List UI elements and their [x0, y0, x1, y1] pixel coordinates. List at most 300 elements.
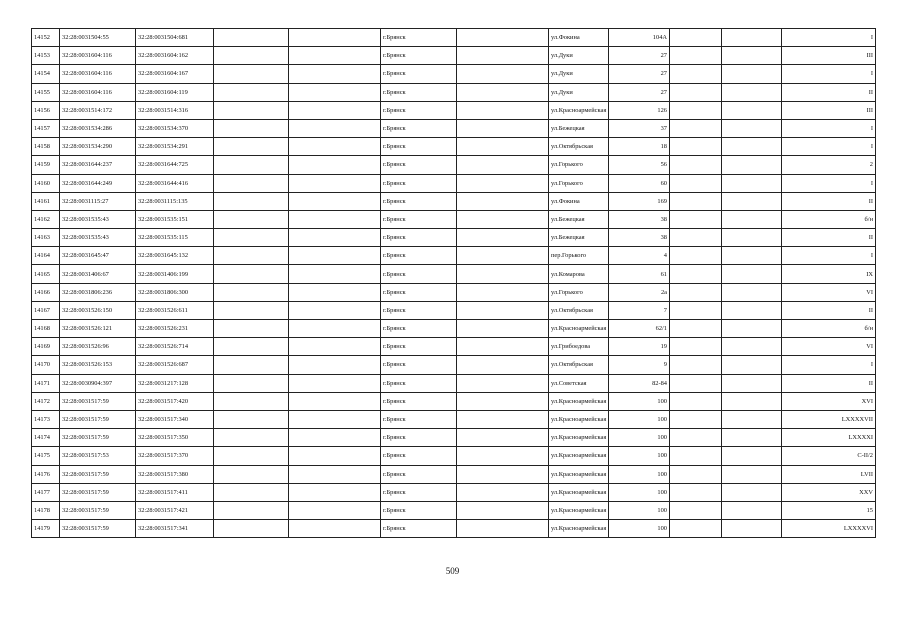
- cadastral-number-cell: 32:28:0031517:59: [60, 465, 136, 483]
- object-cadastral-number-cell: 32:28:0031644:725: [136, 156, 214, 174]
- street-cell: ул.Горького: [549, 283, 609, 301]
- premises-number-cell: I: [782, 65, 876, 83]
- record-number-cell: 14155: [32, 83, 60, 101]
- house-number-cell: 4: [609, 247, 670, 265]
- city-cell: г.Брянск: [381, 320, 457, 338]
- city-cell: г.Брянск: [381, 65, 457, 83]
- object-cadastral-number-cell: 32:28:0031517:420: [136, 392, 214, 410]
- cadastral-number-cell: 32:28:0031517:59: [60, 483, 136, 501]
- table-row: [32, 192, 876, 210]
- street-cell: ул.Дуки: [549, 83, 609, 101]
- empty-cell: [214, 265, 289, 283]
- empty-cell: [457, 210, 549, 228]
- empty-cell: [722, 465, 782, 483]
- cadastral-number-cell: 32:28:0031517:59: [60, 501, 136, 519]
- empty-cell: [289, 47, 381, 65]
- empty-cell: [722, 392, 782, 410]
- empty-cell: [457, 301, 549, 319]
- premises-number-cell: LXXXXVII: [782, 410, 876, 428]
- table-row: [32, 138, 876, 156]
- empty-cell: [214, 247, 289, 265]
- empty-cell: [722, 520, 782, 538]
- house-number-cell: 61: [609, 265, 670, 283]
- street-cell: ул.Бежецкая: [549, 229, 609, 247]
- street-cell: ул.Октябрьская: [549, 356, 609, 374]
- house-number-cell: 27: [609, 47, 670, 65]
- empty-cell: [722, 483, 782, 501]
- premises-number-cell: XVI: [782, 392, 876, 410]
- object-cadastral-number-cell: 32:28:0031517:341: [136, 520, 214, 538]
- empty-cell: [214, 483, 289, 501]
- page-number: 509: [445, 566, 460, 576]
- street-cell: ул.Горького: [549, 156, 609, 174]
- object-cadastral-number-cell: 32:28:0031526:714: [136, 338, 214, 356]
- object-cadastral-number-cell: 32:28:0031514:316: [136, 101, 214, 119]
- table-row: [32, 156, 876, 174]
- empty-cell: [670, 210, 722, 228]
- object-cadastral-number-cell: 32:28:0031645:132: [136, 247, 214, 265]
- empty-cell: [722, 119, 782, 137]
- house-number-cell: 104А: [609, 29, 670, 47]
- table-row: [32, 374, 876, 392]
- empty-cell: [214, 520, 289, 538]
- city-cell: г.Брянск: [381, 465, 457, 483]
- table-row: [32, 119, 876, 137]
- empty-cell: [289, 174, 381, 192]
- empty-cell: [670, 356, 722, 374]
- record-number-cell: 14176: [32, 465, 60, 483]
- house-number-cell: 9: [609, 356, 670, 374]
- empty-cell: [214, 229, 289, 247]
- empty-cell: [289, 65, 381, 83]
- empty-cell: [722, 65, 782, 83]
- empty-cell: [214, 47, 289, 65]
- empty-cell: [214, 283, 289, 301]
- empty-cell: [289, 356, 381, 374]
- empty-cell: [670, 338, 722, 356]
- empty-cell: [214, 301, 289, 319]
- empty-cell: [670, 83, 722, 101]
- premises-number-cell: б/н: [782, 210, 876, 228]
- house-number-cell: 18: [609, 138, 670, 156]
- city-cell: г.Брянск: [381, 356, 457, 374]
- table-row: [32, 101, 876, 119]
- register-table: [31, 28, 876, 538]
- street-cell: ул.Красноармейская: [549, 392, 609, 410]
- empty-cell: [457, 29, 549, 47]
- street-cell: пер.Горького: [549, 247, 609, 265]
- object-cadastral-number-cell: 32:28:0031604:167: [136, 65, 214, 83]
- premises-number-cell: III: [782, 47, 876, 65]
- empty-cell: [289, 83, 381, 101]
- empty-cell: [670, 483, 722, 501]
- record-number-cell: 14156: [32, 101, 60, 119]
- empty-cell: [289, 229, 381, 247]
- empty-cell: [722, 29, 782, 47]
- street-cell: ул.Советская: [549, 374, 609, 392]
- cadastral-number-cell: 32:28:0031604:116: [60, 83, 136, 101]
- house-number-cell: 100: [609, 501, 670, 519]
- object-cadastral-number-cell: 32:28:0031517:380: [136, 465, 214, 483]
- object-cadastral-number-cell: 32:28:0031534:291: [136, 138, 214, 156]
- empty-cell: [722, 174, 782, 192]
- record-number-cell: 14179: [32, 520, 60, 538]
- street-cell: ул.Красноармейская: [549, 320, 609, 338]
- empty-cell: [457, 138, 549, 156]
- empty-cell: [214, 410, 289, 428]
- premises-number-cell: VI: [782, 283, 876, 301]
- object-cadastral-number-cell: 32:28:0031526:611: [136, 301, 214, 319]
- premises-number-cell: II: [782, 301, 876, 319]
- record-number-cell: 14169: [32, 338, 60, 356]
- empty-cell: [722, 210, 782, 228]
- cadastral-number-cell: 32:28:0031645:47: [60, 247, 136, 265]
- street-cell: ул.Октябрьская: [549, 301, 609, 319]
- empty-cell: [457, 447, 549, 465]
- street-cell: ул.Красноармейская: [549, 447, 609, 465]
- empty-cell: [289, 192, 381, 210]
- empty-cell: [722, 429, 782, 447]
- house-number-cell: 126: [609, 101, 670, 119]
- house-number-cell: 82-84: [609, 374, 670, 392]
- empty-cell: [670, 47, 722, 65]
- empty-cell: [670, 465, 722, 483]
- object-cadastral-number-cell: 32:28:0031535:151: [136, 210, 214, 228]
- cadastral-number-cell: 32:28:0031514:172: [60, 101, 136, 119]
- cadastral-number-cell: 32:28:0031504:55: [60, 29, 136, 47]
- city-cell: г.Брянск: [381, 29, 457, 47]
- record-number-cell: 14175: [32, 447, 60, 465]
- empty-cell: [214, 174, 289, 192]
- city-cell: г.Брянск: [381, 520, 457, 538]
- empty-cell: [289, 156, 381, 174]
- empty-cell: [722, 138, 782, 156]
- object-cadastral-number-cell: 32:28:0031517:350: [136, 429, 214, 447]
- city-cell: г.Брянск: [381, 119, 457, 137]
- object-cadastral-number-cell: 32:28:0031526:231: [136, 320, 214, 338]
- cadastral-number-cell: 32:28:0031644:249: [60, 174, 136, 192]
- empty-cell: [722, 301, 782, 319]
- city-cell: г.Брянск: [381, 156, 457, 174]
- table-row: [32, 283, 876, 301]
- empty-cell: [289, 29, 381, 47]
- object-cadastral-number-cell: 32:28:0031604:162: [136, 47, 214, 65]
- table-row: [32, 356, 876, 374]
- premises-number-cell: II: [782, 374, 876, 392]
- empty-cell: [214, 29, 289, 47]
- record-number-cell: 14165: [32, 265, 60, 283]
- house-number-cell: 100: [609, 520, 670, 538]
- city-cell: г.Брянск: [381, 174, 457, 192]
- empty-cell: [214, 320, 289, 338]
- empty-cell: [722, 320, 782, 338]
- table-row: [32, 83, 876, 101]
- city-cell: г.Брянск: [381, 501, 457, 519]
- street-cell: ул.Красноармейская: [549, 429, 609, 447]
- empty-cell: [289, 265, 381, 283]
- empty-cell: [457, 320, 549, 338]
- empty-cell: [214, 429, 289, 447]
- table-row: [32, 320, 876, 338]
- empty-cell: [457, 247, 549, 265]
- empty-cell: [457, 483, 549, 501]
- house-number-cell: 19: [609, 338, 670, 356]
- empty-cell: [670, 501, 722, 519]
- premises-number-cell: III: [782, 101, 876, 119]
- empty-cell: [289, 138, 381, 156]
- empty-cell: [722, 247, 782, 265]
- empty-cell: [670, 119, 722, 137]
- empty-cell: [289, 520, 381, 538]
- object-cadastral-number-cell: 32:28:0031534:370: [136, 119, 214, 137]
- premises-number-cell: LXXXXI: [782, 429, 876, 447]
- empty-cell: [214, 447, 289, 465]
- empty-cell: [214, 465, 289, 483]
- premises-number-cell: I: [782, 356, 876, 374]
- house-number-cell: 7: [609, 301, 670, 319]
- empty-cell: [214, 119, 289, 137]
- register-table-body: [32, 29, 876, 538]
- empty-cell: [722, 156, 782, 174]
- record-number-cell: 14167: [32, 301, 60, 319]
- empty-cell: [670, 192, 722, 210]
- empty-cell: [457, 338, 549, 356]
- house-number-cell: 56: [609, 156, 670, 174]
- house-number-cell: 60: [609, 174, 670, 192]
- premises-number-cell: 15: [782, 501, 876, 519]
- premises-number-cell: II: [782, 83, 876, 101]
- cadastral-number-cell: 32:28:0031535:43: [60, 210, 136, 228]
- empty-cell: [214, 338, 289, 356]
- empty-cell: [289, 465, 381, 483]
- record-number-cell: 14158: [32, 138, 60, 156]
- empty-cell: [289, 410, 381, 428]
- empty-cell: [457, 83, 549, 101]
- premises-number-cell: I: [782, 29, 876, 47]
- house-number-cell: 2а: [609, 283, 670, 301]
- object-cadastral-number-cell: 32:28:0031604:119: [136, 83, 214, 101]
- street-cell: ул.Фокина: [549, 192, 609, 210]
- empty-cell: [457, 192, 549, 210]
- house-number-cell: 169: [609, 192, 670, 210]
- empty-cell: [457, 229, 549, 247]
- house-number-cell: 100: [609, 410, 670, 428]
- empty-cell: [670, 429, 722, 447]
- empty-cell: [722, 410, 782, 428]
- empty-cell: [670, 247, 722, 265]
- empty-cell: [457, 374, 549, 392]
- empty-cell: [722, 356, 782, 374]
- object-cadastral-number-cell: 32:28:0031504:681: [136, 29, 214, 47]
- record-number-cell: 14171: [32, 374, 60, 392]
- empty-cell: [457, 265, 549, 283]
- street-cell: ул.Красноармейская: [549, 101, 609, 119]
- cadastral-number-cell: 32:28:0031806:236: [60, 283, 136, 301]
- empty-cell: [670, 156, 722, 174]
- object-cadastral-number-cell: 32:28:0031517:421: [136, 501, 214, 519]
- cadastral-number-cell: 32:28:0031604:116: [60, 47, 136, 65]
- table-row: [32, 174, 876, 192]
- table-row: [32, 410, 876, 428]
- empty-cell: [289, 101, 381, 119]
- empty-cell: [670, 65, 722, 83]
- object-cadastral-number-cell: 32:28:0031517:411: [136, 483, 214, 501]
- record-number-cell: 14166: [32, 283, 60, 301]
- empty-cell: [457, 156, 549, 174]
- object-cadastral-number-cell: 32:28:0031526:687: [136, 356, 214, 374]
- empty-cell: [722, 47, 782, 65]
- street-cell: ул.Октябрьская: [549, 138, 609, 156]
- record-number-cell: 14162: [32, 210, 60, 228]
- empty-cell: [457, 429, 549, 447]
- record-number-cell: 14157: [32, 119, 60, 137]
- empty-cell: [670, 229, 722, 247]
- empty-cell: [289, 429, 381, 447]
- street-cell: ул.Бежецкая: [549, 119, 609, 137]
- cadastral-number-cell: 32:28:0031644:237: [60, 156, 136, 174]
- house-number-cell: 100: [609, 465, 670, 483]
- object-cadastral-number-cell: 32:28:0031406:199: [136, 265, 214, 283]
- premises-number-cell: II: [782, 229, 876, 247]
- city-cell: г.Брянск: [381, 210, 457, 228]
- premises-number-cell: VI: [782, 338, 876, 356]
- city-cell: г.Брянск: [381, 283, 457, 301]
- cadastral-number-cell: 32:28:0031517:59: [60, 392, 136, 410]
- object-cadastral-number-cell: 32:28:0031517:370: [136, 447, 214, 465]
- object-cadastral-number-cell: 32:28:0031517:340: [136, 410, 214, 428]
- premises-number-cell: б/н: [782, 320, 876, 338]
- record-number-cell: 14177: [32, 483, 60, 501]
- empty-cell: [214, 156, 289, 174]
- empty-cell: [670, 174, 722, 192]
- empty-cell: [670, 29, 722, 47]
- city-cell: г.Брянск: [381, 483, 457, 501]
- object-cadastral-number-cell: 32:28:0031806:300: [136, 283, 214, 301]
- empty-cell: [214, 101, 289, 119]
- table-row: [32, 338, 876, 356]
- premises-number-cell: I: [782, 174, 876, 192]
- record-number-cell: 14172: [32, 392, 60, 410]
- cadastral-number-cell: 32:28:0031517:59: [60, 429, 136, 447]
- street-cell: ул.Красноармейская: [549, 465, 609, 483]
- empty-cell: [457, 47, 549, 65]
- empty-cell: [289, 483, 381, 501]
- empty-cell: [214, 501, 289, 519]
- city-cell: г.Брянск: [381, 374, 457, 392]
- premises-number-cell: XXV: [782, 483, 876, 501]
- city-cell: г.Брянск: [381, 392, 457, 410]
- house-number-cell: 27: [609, 65, 670, 83]
- street-cell: ул.Красноармейская: [549, 483, 609, 501]
- city-cell: г.Брянск: [381, 338, 457, 356]
- cadastral-number-cell: 32:28:0031535:43: [60, 229, 136, 247]
- table-row: [32, 247, 876, 265]
- object-cadastral-number-cell: 32:28:0031217:128: [136, 374, 214, 392]
- street-cell: ул.Горького: [549, 174, 609, 192]
- empty-cell: [457, 119, 549, 137]
- empty-cell: [289, 283, 381, 301]
- cadastral-number-cell: 32:28:0031406:67: [60, 265, 136, 283]
- house-number-cell: 27: [609, 83, 670, 101]
- empty-cell: [457, 283, 549, 301]
- table-row: [32, 520, 876, 538]
- empty-cell: [289, 338, 381, 356]
- record-number-cell: 14154: [32, 65, 60, 83]
- cadastral-number-cell: 32:28:0031115:27: [60, 192, 136, 210]
- object-cadastral-number-cell: 32:28:0031644:416: [136, 174, 214, 192]
- city-cell: г.Брянск: [381, 265, 457, 283]
- city-cell: г.Брянск: [381, 229, 457, 247]
- empty-cell: [722, 374, 782, 392]
- record-number-cell: 14178: [32, 501, 60, 519]
- premises-number-cell: 2: [782, 156, 876, 174]
- premises-number-cell: LXXXXVI: [782, 520, 876, 538]
- table-row: [32, 501, 876, 519]
- empty-cell: [289, 447, 381, 465]
- premises-number-cell: I: [782, 119, 876, 137]
- house-number-cell: 38: [609, 210, 670, 228]
- premises-number-cell: LVII: [782, 465, 876, 483]
- city-cell: г.Брянск: [381, 247, 457, 265]
- record-number-cell: 14152: [32, 29, 60, 47]
- cadastral-number-cell: 32:28:0030904:397: [60, 374, 136, 392]
- table-row: [32, 301, 876, 319]
- table-row: [32, 229, 876, 247]
- street-cell: ул.Дуки: [549, 47, 609, 65]
- house-number-cell: 37: [609, 119, 670, 137]
- city-cell: г.Брянск: [381, 47, 457, 65]
- table-row: [32, 465, 876, 483]
- city-cell: г.Брянск: [381, 192, 457, 210]
- street-cell: ул.Красноармейская: [549, 520, 609, 538]
- table-row: [32, 265, 876, 283]
- empty-cell: [722, 283, 782, 301]
- empty-cell: [214, 374, 289, 392]
- empty-cell: [214, 356, 289, 374]
- empty-cell: [457, 520, 549, 538]
- record-number-cell: 14159: [32, 156, 60, 174]
- street-cell: ул.Комарова: [549, 265, 609, 283]
- premises-number-cell: IX: [782, 265, 876, 283]
- street-cell: ул.Дуки: [549, 65, 609, 83]
- empty-cell: [457, 356, 549, 374]
- house-number-cell: 100: [609, 483, 670, 501]
- city-cell: г.Брянск: [381, 429, 457, 447]
- empty-cell: [214, 392, 289, 410]
- record-number-cell: 14161: [32, 192, 60, 210]
- street-cell: ул.Грибоедова: [549, 338, 609, 356]
- cadastral-number-cell: 32:28:0031534:286: [60, 119, 136, 137]
- empty-cell: [670, 520, 722, 538]
- empty-cell: [670, 265, 722, 283]
- empty-cell: [722, 229, 782, 247]
- city-cell: г.Брянск: [381, 447, 457, 465]
- empty-cell: [670, 447, 722, 465]
- object-cadastral-number-cell: 32:28:0031535:115: [136, 229, 214, 247]
- premises-number-cell: I: [782, 138, 876, 156]
- empty-cell: [670, 283, 722, 301]
- empty-cell: [670, 410, 722, 428]
- table-row: [32, 429, 876, 447]
- cadastral-number-cell: 32:28:0031526:153: [60, 356, 136, 374]
- empty-cell: [289, 392, 381, 410]
- table-row: [32, 483, 876, 501]
- record-number-cell: 14163: [32, 229, 60, 247]
- empty-cell: [214, 138, 289, 156]
- empty-cell: [214, 192, 289, 210]
- cadastral-number-cell: 32:28:0031517:53: [60, 447, 136, 465]
- house-number-cell: 38: [609, 229, 670, 247]
